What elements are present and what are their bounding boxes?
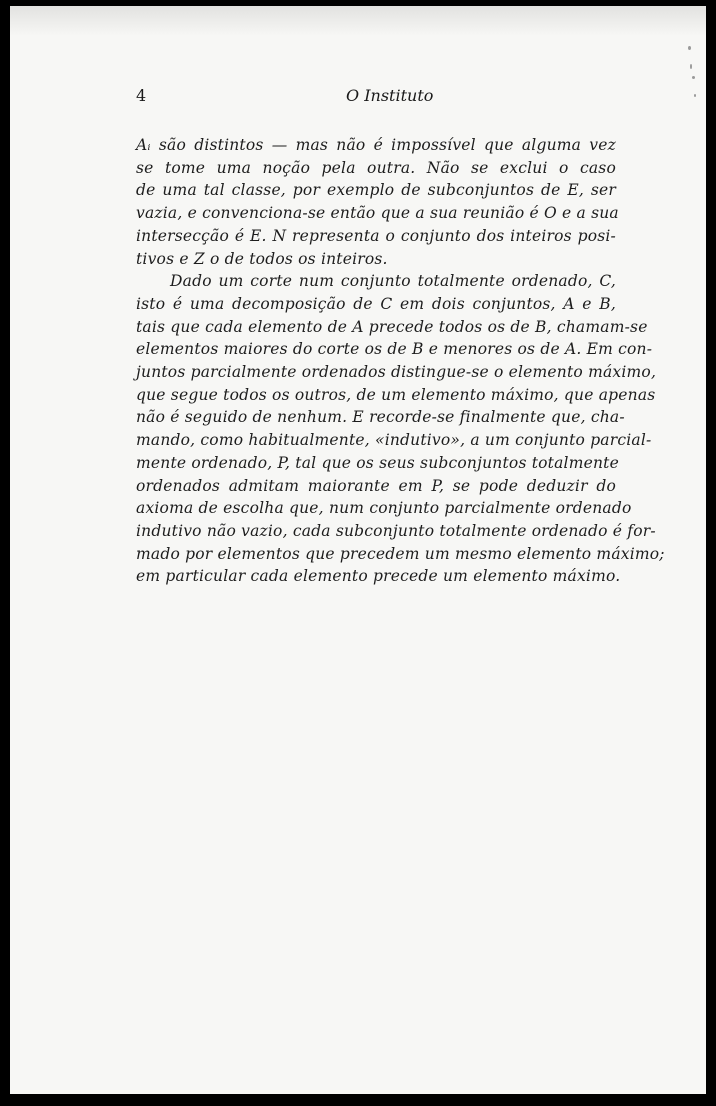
text-line: indutivo não vazio, cada subconjunto totalmente ordenado é for- [136, 521, 656, 540]
paragraph-2 [136, 270, 665, 588]
document-page [10, 6, 706, 1094]
text-line: se tome uma noção pela outra. Não se exclui o caso [136, 158, 616, 177]
text-line: ordenados admitam maiorante em P, se pode deduzir do [136, 476, 616, 495]
text-line: intersecção é E. N representa o conjunto dos inteiros posi- [136, 226, 616, 245]
speck [692, 76, 695, 79]
text-line: tivos e Z o de todos os inteiros. [136, 249, 388, 268]
text-line: que segue todos os outros, de um elemento máximo, que apenas [136, 385, 656, 404]
paragraph-1 [136, 134, 619, 270]
text-line: elementos maiores do corte os de B e menores os de A. Em con- [136, 340, 653, 359]
speck [694, 94, 696, 97]
text-line: não é seguido de nenhum. E recorde-se finalmente que, cha- [136, 408, 625, 427]
text-line: vazia, e convenciona-se então que a sua reunião é O e a sua [136, 204, 619, 223]
scan-shadow [10, 6, 706, 36]
running-title: O Instituto [346, 86, 434, 105]
text-line: mado por elementos que precedem um mesmo elemento máximo; [136, 544, 665, 563]
text-line: isto é uma decomposição de C em dois conjuntos, A e B, [136, 294, 616, 313]
scan-specks [682, 46, 700, 116]
text-line: mando, como habitualmente, «indutivo», a um conjunto parcial- [136, 431, 652, 450]
text-line: axioma de escolha que, num conjunto parcialmente ordenado [136, 499, 632, 518]
text-line: de uma tal classe, por exemplo de subconjuntos de E, ser [136, 181, 616, 200]
page-header [136, 86, 626, 112]
text-line: Aᵢ são distintos — mas não é impossível que alguma vez [136, 136, 616, 154]
page-number: 4 [136, 86, 147, 105]
text-line: juntos parcialmente ordenados distingue-se o elemento máximo, [136, 363, 657, 382]
text-line: mente ordenado, P, tal que os seus subconjuntos totalmente [136, 453, 619, 472]
speck [690, 64, 692, 69]
text-line: em particular cada elemento precede um elemento máximo. [136, 567, 621, 586]
speck [688, 46, 691, 50]
text-line: Dado um corte num conjunto totalmente ordenado, C, [170, 272, 616, 291]
text-line: tais que cada elemento de A precede todos os de B, chamam-se [136, 317, 648, 336]
body-text [136, 134, 665, 588]
